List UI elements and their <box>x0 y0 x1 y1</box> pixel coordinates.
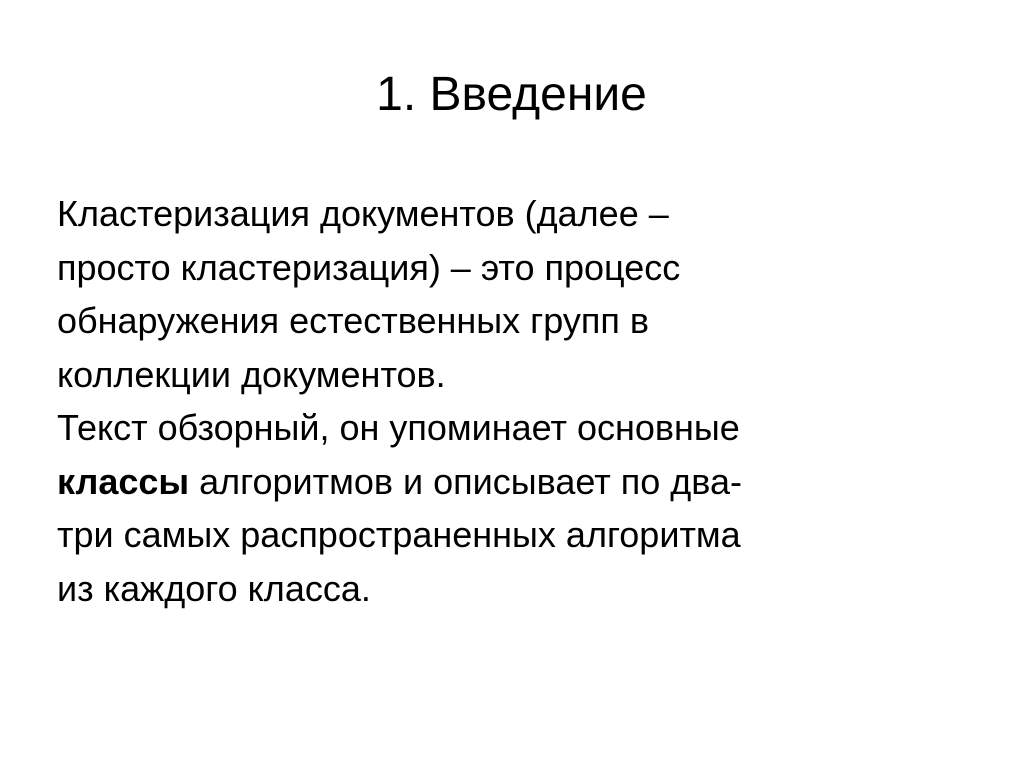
slide-title: 1. Введение <box>376 68 647 121</box>
paragraph2-line-3: три самых распространенных алгоритма <box>57 514 741 555</box>
paragraph1-line-4: коллекции документов. <box>57 353 446 395</box>
paragraph1-line-3: обнаружения естественных групп в <box>57 300 650 341</box>
paragraph2-line-2-rest: алгоритмов и описывает по два- <box>189 460 742 502</box>
slide-body <box>57 187 997 615</box>
paragraph1-line-2: просто кластеризация) – это процесс <box>57 246 681 288</box>
paragraph1-line-1: Кластеризация документов (далее – <box>57 193 669 234</box>
paragraph2-line-4: из каждого класса. <box>57 567 371 609</box>
paragraph2-line-2 <box>57 455 997 509</box>
bold-term-classes: классы <box>57 460 190 502</box>
paragraph2-line-1: Текст обзорный, он упоминает основные <box>57 407 740 448</box>
